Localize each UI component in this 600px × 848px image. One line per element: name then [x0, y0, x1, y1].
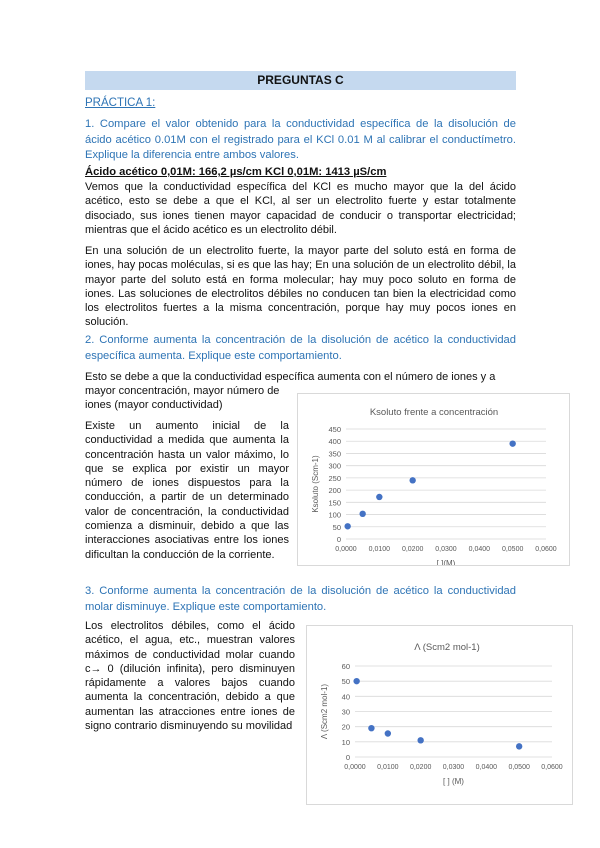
y-tick-label: 50 [332, 522, 341, 532]
answer-1-paragraph-2: En una solución de un electrolito fuerte, la mayor parte del soluto está en forma de iones, hay pocas moléculas, si es que las hay; En una solución de un electrolito débil, la mayor parte del soluto está en forma molecular; hay muy poco soluto en forma de iones. Las soluciones de electrolitos débiles no conducen tan bien la electricidad como los electrolitos fuertes a la misma concentración, porque hay muy pocos iones en solución. [85, 245, 516, 329]
y-axis-label: Λ (Scm2 mol-1) [320, 683, 329, 740]
y-tick-label: 200 [328, 486, 341, 496]
data-point [516, 743, 522, 749]
question-3: 3. Conforme aumenta la concentración de la disolución de acético la conductividad molar disminuye. Explique este comportamiento. [85, 585, 516, 613]
answer-2-paragraph-2: Existe un aumento inicial de la conductividad a medida que aumenta la concentración hasta un valor máximo, lo que se explica por existir un mayor número de iones dispuestos para la conducción, a partir de un determinado valor de concentración, la conductividad comienza a disminuir, debido a que las interacciones asociativas entre los iones dificultan la conducción de la corriente. [85, 420, 289, 561]
molar-conductivity-chart-svg [307, 626, 572, 804]
x-tick-label: 0,0300 [442, 764, 465, 771]
values-line: Ácido acético 0,01M: 166,2 µs/cm KCl 0,01M: 1413 µS/cm [85, 166, 387, 178]
answer-1-paragraph-1: Vemos que la conductividad específica del KCl es mucho mayor que la del ácido acético, esto se debe a que el KCl, al ser un electrolito fuerte y estar totalmente disociado, sus iones tienen mayor capacidad de conducir o transportar electricidad; mientras que el ácido acético es un electrolito débil. [85, 181, 516, 236]
y-tick-label: 400 [328, 437, 341, 447]
y-axis-label: Ksoluto (Scm-1) [311, 455, 320, 513]
y-tick-label: 100 [328, 510, 341, 520]
x-axis-label: [ ] (M) [443, 777, 464, 786]
x-tick-label: 0,0000 [335, 546, 357, 553]
y-tick-label: 300 [328, 461, 341, 471]
y-tick-label: 60 [341, 662, 350, 671]
x-tick-label: 0,0600 [535, 546, 557, 553]
x-tick-label: 0,0500 [508, 764, 530, 771]
y-tick-label: 0 [336, 535, 341, 544]
x-tick-label: 0,0100 [377, 764, 399, 771]
answer-2-line-3: iones (mayor conductividad) [85, 399, 223, 411]
ksoluto-chart [297, 393, 570, 566]
data-point [368, 725, 374, 731]
x-tick-label: 0,0200 [401, 546, 424, 553]
answer-3: Los electrolitos débiles, como el ácido acético, el agua, etc., muestran valores máximos de conductividad molar cuando c→ 0 (dilución infinita), pero disminuyen rápidamente a valores bajos cuando aumenta la concentración, debido a que aumentan las atracciones entre iones de signo contrario disminuyendo su movilidad [85, 620, 295, 733]
chart-title: Λ (Scm2 mol-1) [414, 642, 480, 653]
y-tick-label: 450 [328, 425, 341, 434]
data-point [385, 730, 391, 736]
x-tick-label: 0,0500 [501, 546, 524, 553]
data-point [376, 494, 382, 500]
y-tick-label: 250 [328, 473, 341, 483]
ksoluto-chart-svg [298, 394, 569, 565]
y-tick-label: 20 [341, 722, 350, 732]
y-tick-label: 40 [341, 692, 350, 702]
question-1: 1. Compare el valor obtenido para la conductividad específica de la disolución de ácido acético 0.01M con el registrado para el KCl 0.01 M al calibrar el conductímetro. Explique la diferencia entre ambos valores. [85, 118, 516, 161]
x-tick-label: 0,0300 [435, 546, 457, 553]
y-tick-label: 150 [328, 498, 341, 508]
practica-heading: PRÁCTICA 1: [85, 97, 156, 109]
data-point [344, 523, 350, 529]
x-tick-label: 0,0200 [409, 764, 432, 771]
x-tick-label: 0,0400 [468, 546, 491, 553]
x-tick-label: 0,0600 [541, 764, 563, 771]
y-tick-label: 10 [341, 737, 350, 747]
data-point [417, 737, 423, 743]
data-point [409, 477, 415, 483]
x-axis-label: [ ](M) [436, 559, 456, 565]
answer-2-line-1: Esto se debe a que la conductividad específica aumenta con el número de iones y a [85, 371, 496, 383]
data-point [509, 440, 515, 446]
data-point [359, 511, 365, 517]
question-2: 2. Conforme aumenta la concentración de la disolución de acético la conductividad específica aumenta. Explique este comportamiento. [85, 334, 516, 362]
y-tick-label: 0 [345, 753, 350, 762]
x-tick-label: 0,0100 [368, 546, 391, 553]
y-tick-label: 50 [341, 677, 350, 687]
y-tick-label: 30 [341, 707, 350, 717]
y-tick-label: 350 [328, 449, 341, 459]
answer-2-line-2: mayor concentración, mayor número de [85, 385, 280, 397]
molar-conductivity-chart [306, 625, 573, 805]
x-tick-label: 0,0000 [344, 764, 366, 771]
x-tick-label: 0,0400 [475, 764, 498, 771]
chart-title: Ksoluto frente a concentración [369, 407, 499, 418]
data-point [353, 678, 359, 684]
page-title: PREGUNTAS C [85, 71, 516, 90]
